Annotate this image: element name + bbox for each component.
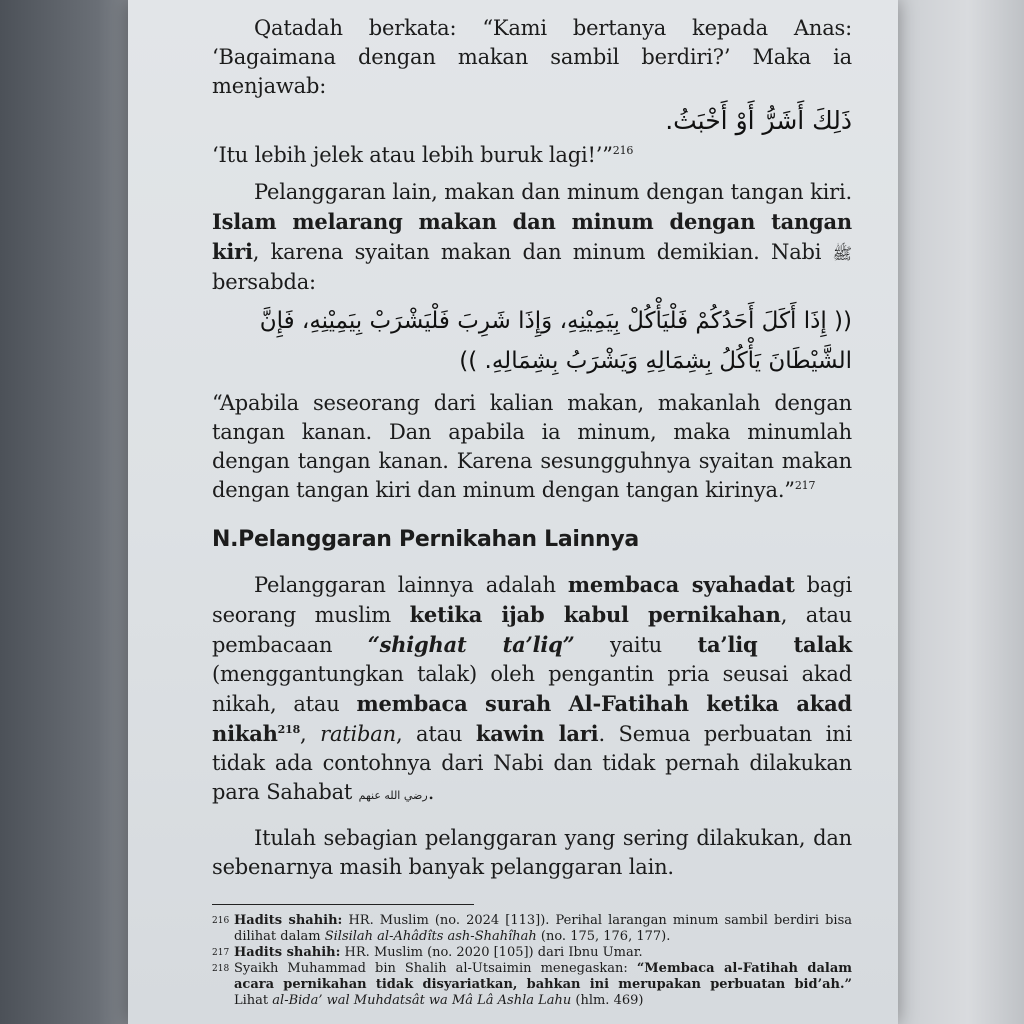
footnote-ref-218: 218 xyxy=(277,723,301,736)
footnote-218: 218 Syaikh Muhammad bin Shalih al-Utsaimin menegaskan: “Membaca al-Fatihah dalam acara pernikahan tidak disyariatkan, bahkan ini merupakan perbuatan bid’ah.” Lihat al-Bida’ wal Muhdatsât wa Mâ Lâ Ashla Lahu (hlm. 469) xyxy=(212,961,852,1008)
quote-2: “Apabila seseorang dari kalian makan, makanlah dengan tangan kanan. Dan apabila ia minum, maka minumlah dengan tangan kanan. Karena sesungguhnya syaitan makan dengan tangan kiri dan minum dengan tangan kirinya.”$^{217}$ xyxy=(212,391,852,502)
background-left xyxy=(0,0,140,1024)
paragraph-marriage: Pelanggaran lainnya adalah membaca syahadat bagi seorang muslim ketika ijab kabul pernikahan, atau pembacaan “shighat ta’liq” yaitu ta’liq talak (menggantungkan talak) oleh pengantin pria seusai akad nikah, atau membaca surah Al-Fatihah ketika akad nikah$^{218}$, ratiban, atau kawin lari. Semua perbuatan ini tidak ada contohnya dari Nabi dan tidak pernah dilakukan para Sahabat رضي الله عنهم. xyxy=(212,572,853,804)
background-right xyxy=(884,0,1024,1024)
arabic-hadith-line-2: الشَّيْطَانَ يَأْكُلُ بِشِمَالِهِ وَيَشْرَبُ بِشِمَالِهِ. )) xyxy=(459,348,852,374)
page-content xyxy=(212,14,852,1009)
footnote-217: 217 Hadits shahih: HR. Muslim (no. 2020 [105]) dari Ibnu Umar. xyxy=(212,945,643,960)
bold-statement: Islam melarang makan dan minum dengan tangan kiri xyxy=(212,209,852,264)
salawat-glyph: ﷺ xyxy=(832,244,852,263)
quote-1: ‘Itu lebih jelek atau lebih buruk lagi!’”$^{216}$ xyxy=(212,143,634,167)
radhiyallahu-glyph: رضي الله عنهم xyxy=(358,789,428,802)
paragraph-left-hand: Pelanggaran lain, makan dan minum dengan tangan kiri. Islam melarang makan dan minum dengan tangan kiri, karena syaitan makan dan minum demikian. Nabi ﷺ bersabda: xyxy=(212,180,852,294)
section-heading: N.Pelanggaran Pernikahan Lainnya xyxy=(212,527,639,552)
footnote-216: 216 Hadits shahih: HR. Muslim (no. 2024 [113]). Perihal larangan minum sambil berdiri bisa dilihat dalam Silsilah al-Ahâdîts ash-Shahîhah (no. 175, 176, 177). xyxy=(212,913,853,944)
footnote-divider xyxy=(212,904,474,905)
arabic-hadith-line-1: (( إِذَا أَكَلَ أَحَدُكُمْ فَلْيَأْكُلْ بِيَمِيْنِهِ، وَإِذَا شَرِبَ فَلْيَشْرَبْ بِيَمِيْنِهِ، فَإِنَّ xyxy=(259,308,852,334)
book-page xyxy=(128,0,898,1024)
arabic-verse-1: ذَلِكَ أَشَرُّ أَوْ أَخْبَثُ. xyxy=(665,106,852,135)
paragraph-qatadah: Qatadah berkata: “Kami bertanya kepada Anas: ‘Bagaimana dengan makan sambil berdiri?’ Maka ia menjawab: xyxy=(212,16,852,98)
paragraph-closing: Itulah sebagian pelanggaran yang sering dilakukan, dan sebenarnya masih banyak pelanggaran lain. xyxy=(212,826,852,879)
footnote-ref-216: 216 xyxy=(612,144,634,157)
footnote-ref-217: 217 xyxy=(794,479,816,492)
